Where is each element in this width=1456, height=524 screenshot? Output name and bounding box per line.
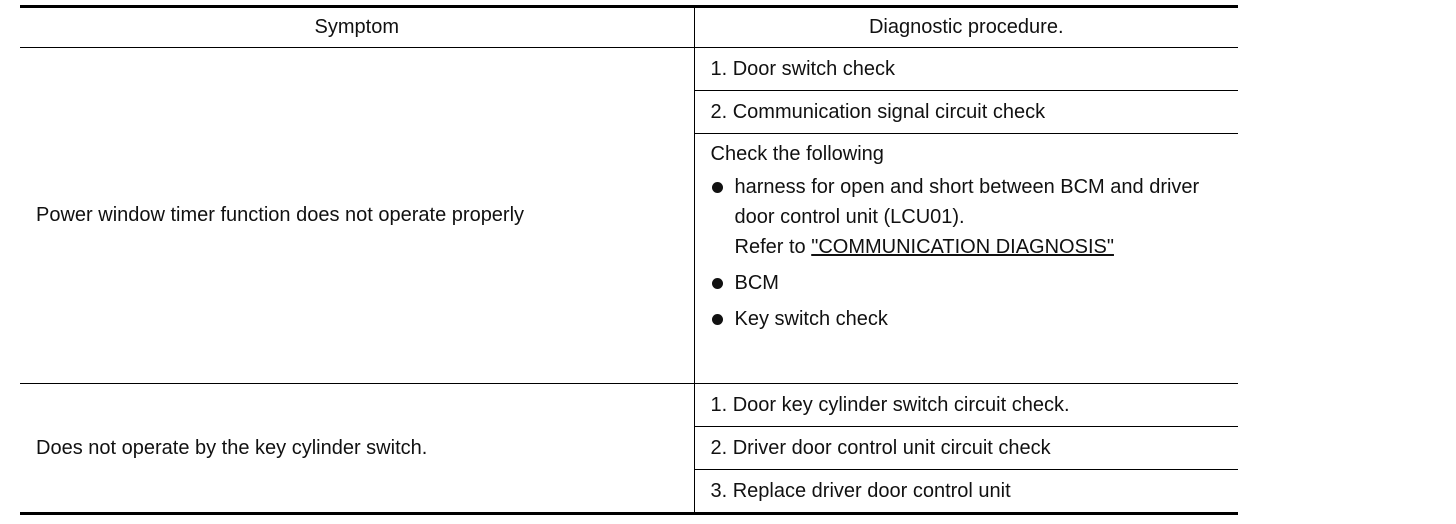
procedure-step: 3. Replace driver door control unit (710, 479, 1011, 502)
procedure-step: 1. Door switch check (694, 48, 1238, 91)
table-row (20, 48, 1238, 91)
check-heading: Check the following (710, 143, 884, 165)
diagnostic-table (20, 5, 1238, 515)
bullet-icon (712, 278, 723, 289)
bullet-text: BCM (734, 272, 779, 294)
check-list (711, 172, 1239, 334)
procedure-step: 2. Driver door control unit circuit check (694, 427, 1238, 470)
procedure-step: 2. Communication signal circuit check (694, 91, 1238, 134)
header-diagnostic-procedure: Diagnostic procedure. (694, 7, 1238, 48)
list-item (711, 268, 1239, 298)
symptom-cell: Power window timer function does not operate properly (20, 48, 694, 384)
table-row (20, 384, 1238, 427)
bullet-icon (712, 182, 723, 193)
bullet-text: harness for open and short between BCM and driver door control unit (LCU01). (734, 176, 1200, 228)
bullet-text: Key switch check (734, 308, 888, 330)
communication-diagnosis-link[interactable]: "COMMUNICATION DIAGNOSIS" (811, 236, 1114, 258)
bullet-icon (712, 314, 723, 325)
list-item (711, 172, 1239, 262)
reference-prefix: Refer to (734, 236, 806, 258)
procedure-step: 1. Door key cylinder switch circuit check. (694, 384, 1238, 427)
header-symptom: Symptom (20, 7, 694, 48)
check-following-cell (694, 134, 1238, 384)
reference-line (735, 232, 1239, 262)
table-header-row (20, 7, 1238, 48)
list-item (711, 304, 1239, 334)
symptom-cell: Does not operate by the key cylinder switch. (20, 384, 694, 514)
